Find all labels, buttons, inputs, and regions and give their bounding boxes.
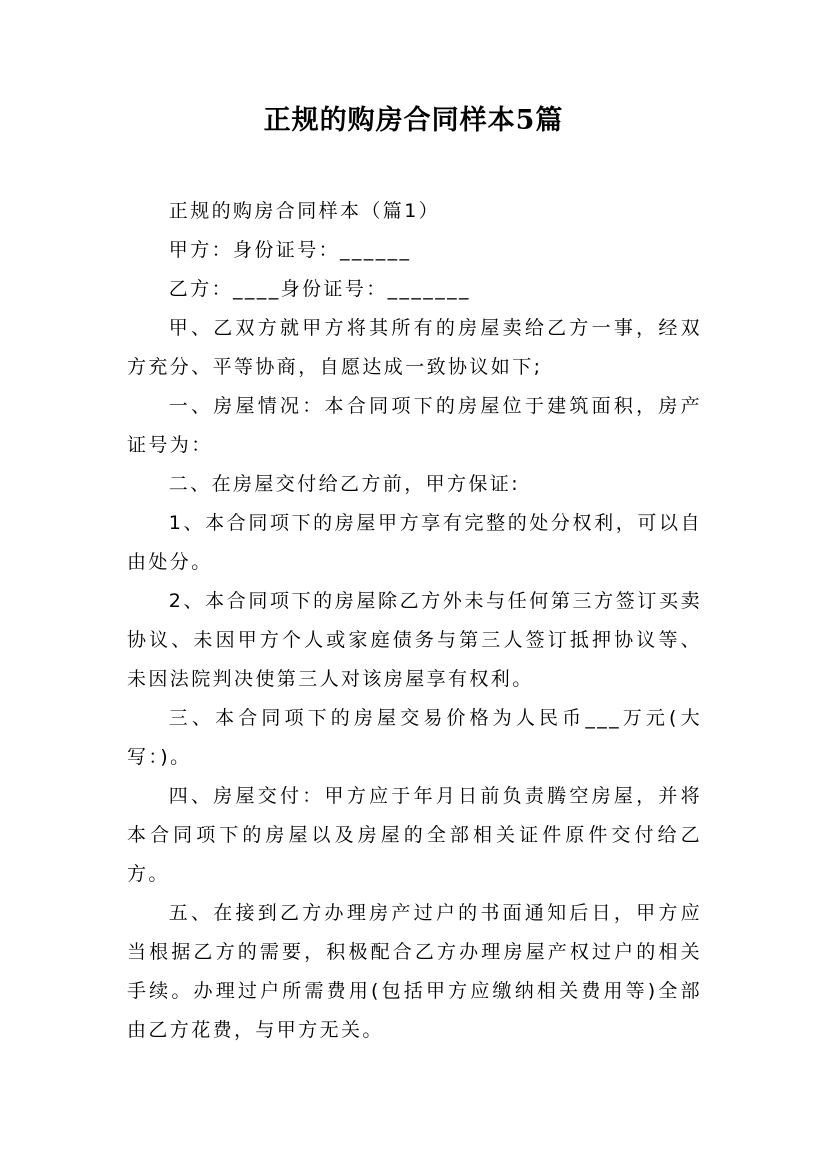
clause-2-item-2: 2、本合同项下的房屋除乙方外未与任何第三方签订买卖协议、未因甲方个人或家庭债务与第三人签订抵押协议等、未因法院判决使第三人对该房屋享有权利。 xyxy=(127,590,702,690)
clause-3-price: 三、本合同项下的房屋交易价格为人民币___万元(大写：)。 xyxy=(127,707,702,768)
document-body xyxy=(127,192,702,1050)
clause-5-transfer: 五、在接到乙方办理房产过户的书面通知后日，甲方应当根据乙方的需要，积极配合乙方办理房屋产权过户的相关手续。办理过户所需费用(包括甲方应缴纳相关费用等)全部由乙方花费，与甲方无关。 xyxy=(127,902,702,1041)
document-title: 正规的购房合同样本5篇 xyxy=(263,105,564,136)
preamble-paragraph: 甲、乙双方就甲方将其所有的房屋卖给乙方一事，经双方充分、平等协商，自愿达成一致协议如下; xyxy=(127,317,702,378)
party-a-line: 甲方：身份证号：______ xyxy=(168,239,412,261)
clause-2-item-1: 1、本合同项下的房屋甲方享有完整的处分权利，可以自由处分。 xyxy=(127,512,702,573)
clause-1-property: 一、房屋情况：本合同项下的房屋位于建筑面积，房产证号为： xyxy=(127,395,702,456)
section-heading: 正规的购房合同样本（篇1） xyxy=(168,200,441,222)
clause-2-guarantee: 二、在房屋交付给乙方前，甲方保证: xyxy=(168,473,520,495)
party-b-line: 乙方：____身份证号：_______ xyxy=(168,278,471,300)
clause-4-delivery: 四、房屋交付：甲方应于年月日前负责腾空房屋，并将本合同项下的房屋以及房屋的全部相关证件原件交付给乙方。 xyxy=(127,785,702,885)
